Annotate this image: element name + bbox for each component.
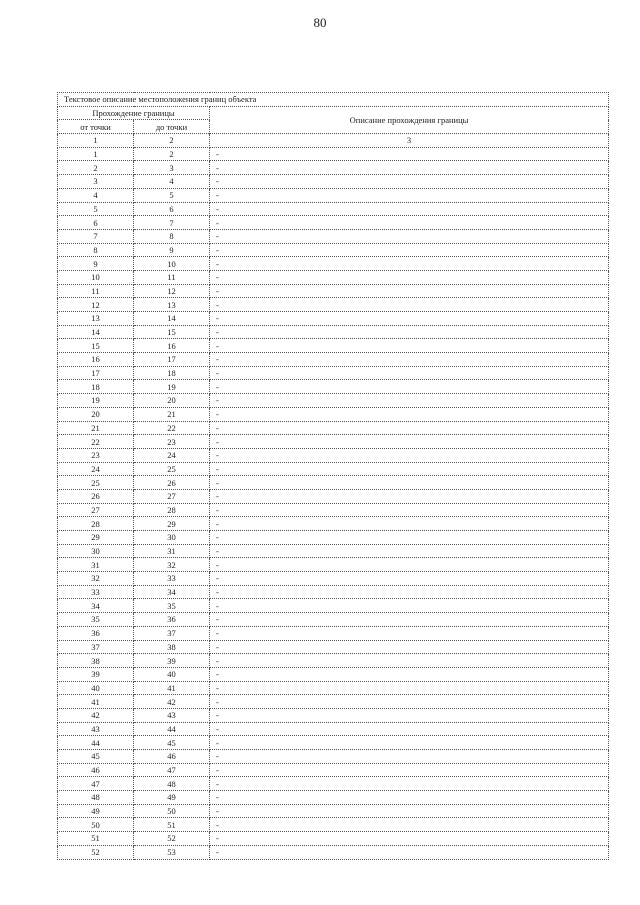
to-point-cell: 48 (134, 777, 210, 791)
to-point-cell: 7 (134, 216, 210, 230)
table-row (58, 489, 609, 503)
to-point-cell: 14 (134, 312, 210, 326)
from-point-cell: 27 (58, 503, 134, 517)
from-point-cell: 30 (58, 544, 134, 558)
table-body (58, 93, 609, 860)
table-row (58, 804, 609, 818)
from-point-cell: 41 (58, 695, 134, 709)
description-cell: - (210, 325, 609, 339)
to-point-cell: 44 (134, 722, 210, 736)
table-row (58, 544, 609, 558)
description-cell: - (210, 298, 609, 312)
description-cell: - (210, 572, 609, 586)
column-number-row (58, 134, 609, 148)
from-point-cell: 28 (58, 517, 134, 531)
table-row (58, 763, 609, 777)
table-row (58, 353, 609, 367)
description-cell: - (210, 380, 609, 394)
description-cell: - (210, 202, 609, 216)
table-row (58, 640, 609, 654)
table-row (58, 243, 609, 257)
to-point-cell: 9 (134, 243, 210, 257)
to-point-cell: 2 (134, 147, 210, 161)
to-point-cell: 46 (134, 750, 210, 764)
description-cell: - (210, 188, 609, 202)
to-point-cell: 45 (134, 736, 210, 750)
description-cell: - (210, 161, 609, 175)
table-row (58, 708, 609, 722)
to-point-cell: 27 (134, 489, 210, 503)
to-point-cell: 25 (134, 462, 210, 476)
to-point-cell: 35 (134, 599, 210, 613)
description-cell: - (210, 640, 609, 654)
table-row (58, 380, 609, 394)
page-number: 80 (313, 15, 327, 30)
description-cell: - (210, 585, 609, 599)
to-point-cell: 40 (134, 667, 210, 681)
table-row (58, 175, 609, 189)
table-row (58, 667, 609, 681)
table-row (58, 599, 609, 613)
to-point-cell: 10 (134, 257, 210, 271)
to-point-cell: 16 (134, 339, 210, 353)
to-point-cell: 29 (134, 517, 210, 531)
from-point-cell: 6 (58, 216, 134, 230)
description-header: Описание прохождения границы (210, 106, 609, 133)
to-point-cell: 23 (134, 435, 210, 449)
from-point-cell: 14 (58, 325, 134, 339)
table-row (58, 503, 609, 517)
table-row (58, 832, 609, 846)
from-point-cell: 29 (58, 531, 134, 545)
description-cell: - (210, 366, 609, 380)
to-point-cell: 33 (134, 572, 210, 586)
from-point-cell: 12 (58, 298, 134, 312)
from-point-cell: 35 (58, 613, 134, 627)
from-point-cell: 43 (58, 722, 134, 736)
to-point-cell: 38 (134, 640, 210, 654)
from-point-cell: 47 (58, 777, 134, 791)
to-point-cell: 18 (134, 366, 210, 380)
table-row (58, 448, 609, 462)
description-cell: - (210, 503, 609, 517)
from-point-cell: 44 (58, 736, 134, 750)
table-row (58, 462, 609, 476)
table-row (58, 791, 609, 805)
to-point-cell: 24 (134, 448, 210, 462)
from-point-cell: 26 (58, 489, 134, 503)
from-point-cell: 13 (58, 312, 134, 326)
table-row (58, 284, 609, 298)
from-point-cell: 21 (58, 421, 134, 435)
description-cell: - (210, 517, 609, 531)
description-cell: - (210, 489, 609, 503)
description-cell: - (210, 476, 609, 490)
description-cell: - (210, 462, 609, 476)
from-point-cell: 4 (58, 188, 134, 202)
table-row (58, 750, 609, 764)
to-point-cell: 15 (134, 325, 210, 339)
description-cell: - (210, 394, 609, 408)
description-cell: - (210, 626, 609, 640)
table-row (58, 188, 609, 202)
table-row (58, 229, 609, 243)
table-row (58, 845, 609, 859)
description-cell: - (210, 216, 609, 230)
description-cell: - (210, 708, 609, 722)
from-point-cell: 40 (58, 681, 134, 695)
description-cell: - (210, 147, 609, 161)
column-number: 1 (58, 134, 134, 148)
to-point-cell: 43 (134, 708, 210, 722)
group-header: Прохождение границы (58, 106, 210, 120)
to-point-cell: 8 (134, 229, 210, 243)
table-row (58, 654, 609, 668)
table-row (58, 161, 609, 175)
table-row (58, 681, 609, 695)
to-point-cell: 17 (134, 353, 210, 367)
from-point-header: от точки (58, 120, 134, 134)
to-point-cell: 51 (134, 818, 210, 832)
from-point-cell: 2 (58, 161, 134, 175)
table-row (58, 421, 609, 435)
description-cell: - (210, 654, 609, 668)
description-cell: - (210, 681, 609, 695)
from-point-cell: 37 (58, 640, 134, 654)
to-point-cell: 52 (134, 832, 210, 846)
table-title-row (58, 93, 609, 107)
description-cell: - (210, 435, 609, 449)
to-point-cell: 11 (134, 270, 210, 284)
table-row (58, 585, 609, 599)
table-row (58, 818, 609, 832)
from-point-cell: 46 (58, 763, 134, 777)
description-cell: - (210, 284, 609, 298)
table-row (58, 695, 609, 709)
from-point-cell: 42 (58, 708, 134, 722)
table-row (58, 298, 609, 312)
from-point-cell: 15 (58, 339, 134, 353)
to-point-cell: 34 (134, 585, 210, 599)
to-point-cell: 26 (134, 476, 210, 490)
from-point-cell: 7 (58, 229, 134, 243)
table-row (58, 476, 609, 490)
to-point-cell: 19 (134, 380, 210, 394)
to-point-cell: 21 (134, 407, 210, 421)
to-point-cell: 12 (134, 284, 210, 298)
table-row (58, 216, 609, 230)
to-point-cell: 47 (134, 763, 210, 777)
from-point-cell: 51 (58, 832, 134, 846)
column-number: 3 (210, 134, 609, 148)
from-point-cell: 10 (58, 270, 134, 284)
description-cell: - (210, 312, 609, 326)
table-row (58, 312, 609, 326)
to-point-cell: 50 (134, 804, 210, 818)
description-cell: - (210, 818, 609, 832)
to-point-cell: 49 (134, 791, 210, 805)
from-point-cell: 16 (58, 353, 134, 367)
description-cell: - (210, 777, 609, 791)
to-point-cell: 31 (134, 544, 210, 558)
from-point-cell: 38 (58, 654, 134, 668)
description-cell: - (210, 270, 609, 284)
to-point-cell: 20 (134, 394, 210, 408)
table-row (58, 407, 609, 421)
description-cell: - (210, 544, 609, 558)
description-cell: - (210, 722, 609, 736)
table-row (58, 394, 609, 408)
description-cell: - (210, 229, 609, 243)
description-cell: - (210, 695, 609, 709)
table-row (58, 339, 609, 353)
to-point-cell: 42 (134, 695, 210, 709)
table-row (58, 613, 609, 627)
table-row (58, 722, 609, 736)
description-cell: - (210, 175, 609, 189)
from-point-cell: 48 (58, 791, 134, 805)
description-cell: - (210, 531, 609, 545)
description-cell: - (210, 353, 609, 367)
from-point-cell: 50 (58, 818, 134, 832)
table-row (58, 147, 609, 161)
table-row (58, 558, 609, 572)
to-point-cell: 3 (134, 161, 210, 175)
from-point-cell: 52 (58, 845, 134, 859)
from-point-cell: 11 (58, 284, 134, 298)
table-row (58, 777, 609, 791)
description-cell: - (210, 736, 609, 750)
table-row (58, 325, 609, 339)
to-point-cell: 37 (134, 626, 210, 640)
from-point-cell: 22 (58, 435, 134, 449)
table-title: Текстовое описание местоположения границ объекта (58, 93, 609, 107)
table-row (58, 270, 609, 284)
from-point-cell: 17 (58, 366, 134, 380)
boundary-table (57, 92, 609, 860)
to-point-cell: 36 (134, 613, 210, 627)
from-point-cell: 19 (58, 394, 134, 408)
description-cell: - (210, 613, 609, 627)
description-cell: - (210, 448, 609, 462)
from-point-cell: 31 (58, 558, 134, 572)
to-point-cell: 6 (134, 202, 210, 216)
from-point-cell: 39 (58, 667, 134, 681)
description-cell: - (210, 667, 609, 681)
table-row (58, 531, 609, 545)
description-cell: - (210, 763, 609, 777)
from-point-cell: 20 (58, 407, 134, 421)
from-point-cell: 49 (58, 804, 134, 818)
description-cell: - (210, 243, 609, 257)
to-point-cell: 30 (134, 531, 210, 545)
table-row (58, 572, 609, 586)
table-row (58, 257, 609, 271)
from-point-cell: 45 (58, 750, 134, 764)
table-row (58, 366, 609, 380)
to-point-cell: 5 (134, 188, 210, 202)
from-point-cell: 18 (58, 380, 134, 394)
to-point-cell: 4 (134, 175, 210, 189)
description-cell: - (210, 804, 609, 818)
table-row (58, 517, 609, 531)
to-point-cell: 41 (134, 681, 210, 695)
from-point-cell: 36 (58, 626, 134, 640)
to-point-cell: 13 (134, 298, 210, 312)
to-point-cell: 28 (134, 503, 210, 517)
header-row-1 (58, 106, 609, 120)
from-point-cell: 32 (58, 572, 134, 586)
to-point-cell: 32 (134, 558, 210, 572)
description-cell: - (210, 407, 609, 421)
description-cell: - (210, 339, 609, 353)
to-point-cell: 39 (134, 654, 210, 668)
to-point-cell: 53 (134, 845, 210, 859)
description-cell: - (210, 750, 609, 764)
description-cell: - (210, 599, 609, 613)
description-cell: - (210, 791, 609, 805)
from-point-cell: 25 (58, 476, 134, 490)
from-point-cell: 33 (58, 585, 134, 599)
description-cell: - (210, 845, 609, 859)
from-point-cell: 9 (58, 257, 134, 271)
from-point-cell: 23 (58, 448, 134, 462)
to-point-cell: 22 (134, 421, 210, 435)
table-row (58, 435, 609, 449)
table-row (58, 626, 609, 640)
table-row (58, 736, 609, 750)
from-point-cell: 1 (58, 147, 134, 161)
description-cell: - (210, 832, 609, 846)
description-cell: - (210, 257, 609, 271)
from-point-cell: 8 (58, 243, 134, 257)
description-cell: - (210, 421, 609, 435)
description-cell: - (210, 558, 609, 572)
from-point-cell: 5 (58, 202, 134, 216)
from-point-cell: 3 (58, 175, 134, 189)
from-point-cell: 34 (58, 599, 134, 613)
column-number: 2 (134, 134, 210, 148)
to-point-header: до точки (134, 120, 210, 134)
table-row (58, 202, 609, 216)
from-point-cell: 24 (58, 462, 134, 476)
